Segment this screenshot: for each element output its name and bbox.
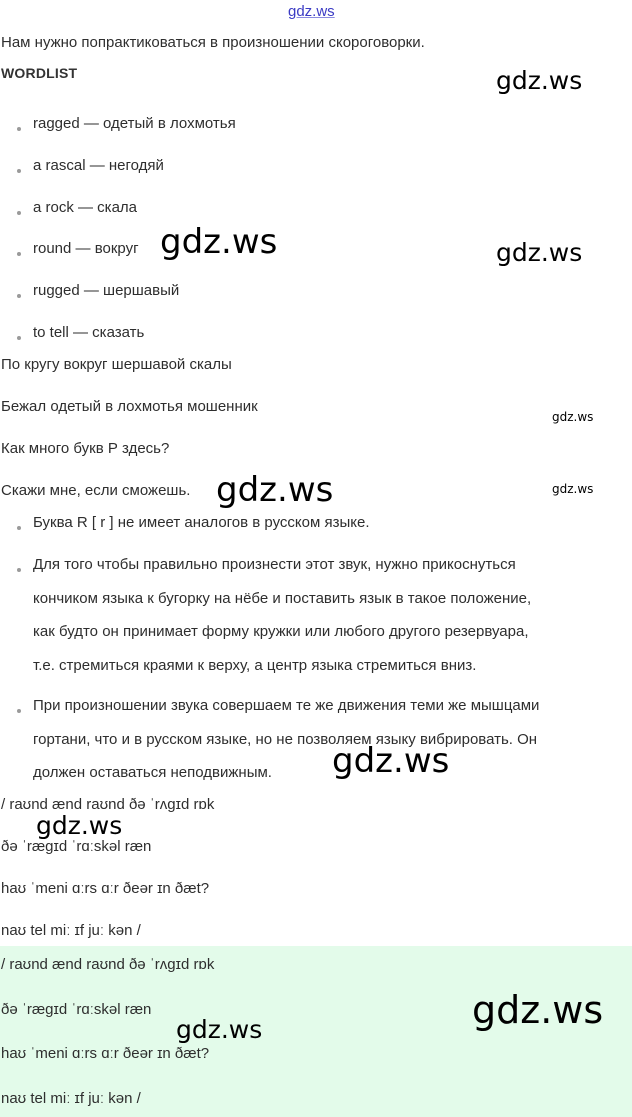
watermark: gdz.ws [176, 1015, 263, 1044]
note-line: как будто он принимает форму кружки или любого другого резервуара, [33, 623, 529, 640]
note-paragraph [33, 506, 628, 540]
note-paragraph [33, 548, 628, 682]
transcription-line: naʊ tel miː ɪf juː kən / [1, 922, 141, 939]
watermark: gdz.ws [496, 66, 583, 95]
wordlist-heading: WORDLIST [1, 65, 78, 81]
transcription-line: / raʊnd ænd raʊnd ðə ˈrʌgɪd rɒk [1, 956, 215, 973]
transcription-line: ðə ˈrægɪd ˈrɑːskəl ræn [1, 1001, 152, 1018]
poem-line: По кругу вокруг шершавой скалы [1, 356, 232, 373]
note-line: гортани, что и в русском языке, но не позволяем языку вибрировать. Он [33, 730, 538, 748]
bullet-icon [17, 211, 21, 215]
list-item-text: to tell — сказать [33, 324, 145, 341]
transcription-line: haʊ ˈmeni ɑːrs ɑːr ðeər ɪn ðæt? [1, 1045, 210, 1062]
list-item-text: round — вокруг [33, 240, 139, 257]
poem-line: Как много букв Р здесь? [1, 440, 170, 457]
bullet-icon [17, 336, 21, 340]
note-line: При произношении звука совершаем те же движения теми же мышцами [33, 697, 540, 714]
watermark: gdz.ws [472, 988, 604, 1032]
bullet-icon [17, 169, 21, 173]
watermark: gdz.ws [36, 811, 123, 840]
watermark: gdz.ws [216, 470, 334, 510]
watermark: gdz.ws [332, 741, 450, 781]
list-item-text: a rock — скала [33, 199, 138, 216]
list-item-text: a rascal — негодяй [33, 157, 164, 174]
watermark: gdz.ws [552, 410, 594, 424]
bullet-icon [17, 709, 21, 713]
list-item-text: ragged — одетый в лохмотья [33, 115, 236, 132]
bullet-icon [17, 526, 21, 530]
transcription-line: naʊ tel miː ɪf juː kən / [1, 1090, 141, 1107]
note-line: кончиком языка к бугорку на нёбе и поставить язык в такое положение, [33, 589, 532, 607]
list-item-text: rugged — шершавый [33, 282, 180, 299]
top-site-link[interactable]: gdz.ws [288, 3, 335, 20]
note-paragraph [33, 689, 628, 790]
transcription-line: / raʊnd ænd raʊnd ðə ˈrʌgɪd rɒk [1, 796, 215, 813]
transcription-line: haʊ ˈmeni ɑːrs ɑːr ðeər ɪn ðæt? [1, 880, 210, 897]
watermark: gdz.ws [160, 222, 278, 262]
note-line: должен оставаться неподвижным. [33, 764, 272, 781]
transcription-line: ðə ˈrægɪd ˈrɑːskəl ræn [1, 838, 152, 855]
poem-line: Скажи мне, если сможешь. [1, 482, 191, 499]
bullet-icon [17, 568, 21, 572]
note-line: т.е. стремиться краями к верху, а центр языка стремиться вниз. [33, 656, 477, 674]
watermark: gdz.ws [496, 238, 583, 267]
bullet-icon [17, 294, 21, 298]
bullet-icon [17, 252, 21, 256]
intro-text: Нам нужно попрактиковаться в произношении скороговорки. [1, 34, 425, 51]
bullet-icon [17, 127, 21, 131]
poem-line: Бежал одетый в лохмотья мошенник [1, 398, 258, 415]
watermark: gdz.ws [552, 482, 594, 496]
note-line: Буква R [ r ] не имеет аналогов в русском языке. [33, 514, 370, 531]
note-line: Для того чтобы правильно произнести этот звук, нужно прикоснуться [33, 556, 516, 573]
